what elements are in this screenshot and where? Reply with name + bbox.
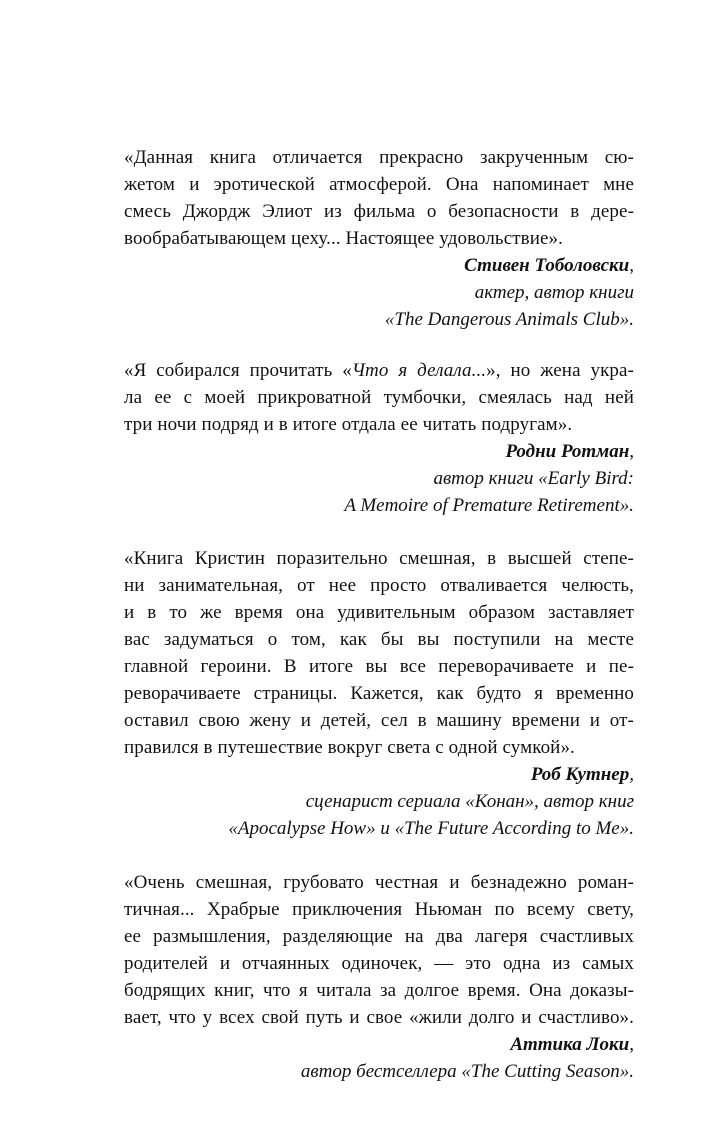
quote-line: вообрабатывающем цеху... Настоящее удовольствие». xyxy=(124,228,563,249)
author-name-comma: , xyxy=(629,1034,634,1055)
page-content xyxy=(124,144,634,1109)
quote-line: правился в путешествие вокруг света с одной сумкой». xyxy=(124,737,575,758)
author-name-comma: , xyxy=(629,764,634,785)
author-name-text: Аттика Локи xyxy=(510,1034,630,1055)
author-credit: автор книги «Early Bird: xyxy=(433,468,634,489)
quote-line: тичная... Храбрые приключения Ньюман по всему свету, xyxy=(124,899,634,920)
quote-line: ни занимательная, от нее просто отваливается челюсть, xyxy=(124,575,634,596)
author-name xyxy=(124,1031,634,1058)
author-credit: A Memoire of Premature Retirement». xyxy=(344,495,634,516)
author-name xyxy=(124,252,634,279)
author-name xyxy=(124,438,634,465)
author-credit: сценарист сериала «Конан», автор книг xyxy=(305,791,634,812)
quote-line: вает, что у всех свой путь и свое «жили долго и счастливо». xyxy=(124,1007,634,1028)
quote-line xyxy=(124,357,634,384)
testimonial-4 xyxy=(124,869,634,1085)
quote-line: «Очень смешная, грубовато честная и безнадежно роман- xyxy=(124,872,634,893)
author-name-comma: , xyxy=(629,255,634,276)
quote-line: жетом и эротической атмосферой. Она напоминает мне xyxy=(124,174,634,195)
author-name-text: Роб Кутнер xyxy=(530,764,630,785)
quote-line: ее размышления, разделяющие на два лагеря счастливых xyxy=(124,926,634,947)
author-name xyxy=(124,761,634,788)
quote-line: ла ее с моей прикроватной тумбочки, смеялась над ней xyxy=(124,387,634,408)
quote-line: главной героини. В итоге вы все переворачиваете и пе- xyxy=(124,656,634,677)
quote-line: «Книга Кристин поразительно смешная, в высшей степе- xyxy=(124,548,634,569)
author-name-text: Стивен Тоболовски xyxy=(464,255,630,276)
quote-line: реворачиваете страницы. Кажется, как будто я временно xyxy=(124,683,634,704)
author-credit: «The Dangerous Animals Club». xyxy=(384,309,634,330)
quote-line: бодрящих книг, что я читала за долгое время. Она доказы- xyxy=(124,980,634,1001)
author-name-text: Родни Ротман xyxy=(505,441,630,462)
quote-line: смесь Джордж Элиот из фильма о безопасности в дере- xyxy=(124,201,634,222)
author-credit: «Apocalypse How» и «The Future According to Me». xyxy=(228,818,634,839)
quote-line: «Данная книга отличается прекрасно закрученным сю- xyxy=(124,147,634,168)
quote-text: «Я собирался прочитать « xyxy=(124,360,352,381)
book-title: Что я делала... xyxy=(351,360,487,381)
author-credit: актер, автор книги xyxy=(474,282,634,303)
quote-line: оставил свою жену и детей, сел в машину времени и от- xyxy=(124,710,634,731)
quote-line: вас задуматься о том, как бы вы поступили на месте xyxy=(124,629,634,650)
quote-line: и в то же время она удивительным образом заставляет xyxy=(124,602,634,623)
author-credit: автор бестселлера «The Cutting Season». xyxy=(300,1061,634,1082)
quote-line: родителей и отчаянных одиночек, — это одна из самых xyxy=(124,953,634,974)
testimonial-2 xyxy=(124,357,634,519)
quote-line: три ночи подряд и в итоге отдала ее читать подругам». xyxy=(124,414,573,435)
quote-text: », но жена укра- xyxy=(486,360,634,381)
author-name-comma: , xyxy=(629,441,634,462)
testimonial-1 xyxy=(124,144,634,333)
testimonial-3 xyxy=(124,545,634,842)
